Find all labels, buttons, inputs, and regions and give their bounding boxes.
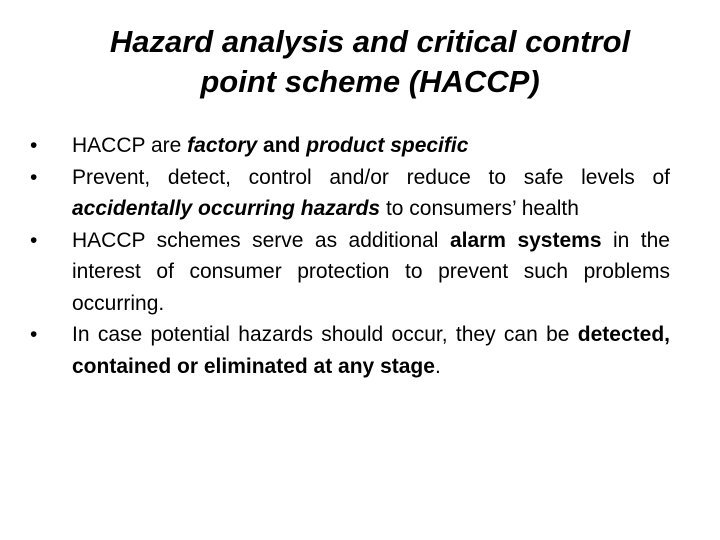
bullet-icon: • [30,323,38,346]
slide-title [40,22,700,102]
text-segment-bold: detected, contained or eliminated at any stage [72,323,670,378]
bullet-icon: • [30,165,38,189]
bullet-text-4 [72,323,670,378]
text-segment: to consumers’ health [380,197,579,220]
text-segment: HACCP schemes serve as additional [72,228,450,252]
text-segment-bold: alarm systems [449,228,602,252]
text-segment: Prevent, detect, control and/or reduce to safe levels of [72,165,670,189]
text-segment: . [434,354,441,378]
bullet-icon: • [30,134,38,157]
bullet-item-3 [30,225,670,320]
bullet-icon: • [30,228,38,252]
text-segment: HACCP are [72,134,188,157]
text-segment-emphasis: factory [187,134,258,157]
bullet-text-3 [72,229,670,315]
text-segment: In case potential hazards should occur, they can be [72,323,578,346]
bullet-text-2 [72,166,670,221]
bullet-item-2 [30,162,670,225]
bullet-list [30,130,670,382]
bullet-item-4 [30,319,670,382]
slide-title-line-2: point scheme (HACCP) [200,64,540,99]
slide-title-line-1: Hazard analysis and critical control [109,24,631,59]
bullet-text-1 [72,134,468,157]
bullet-item-1 [30,130,670,162]
text-segment-emphasis: product specific [306,134,469,157]
text-segment-emphasis: accidentally occurring hazards [72,197,381,220]
text-segment-bold: and [257,134,307,157]
text-segment: in the interest of consumer protection to prevent such problems occurring. [72,228,670,315]
